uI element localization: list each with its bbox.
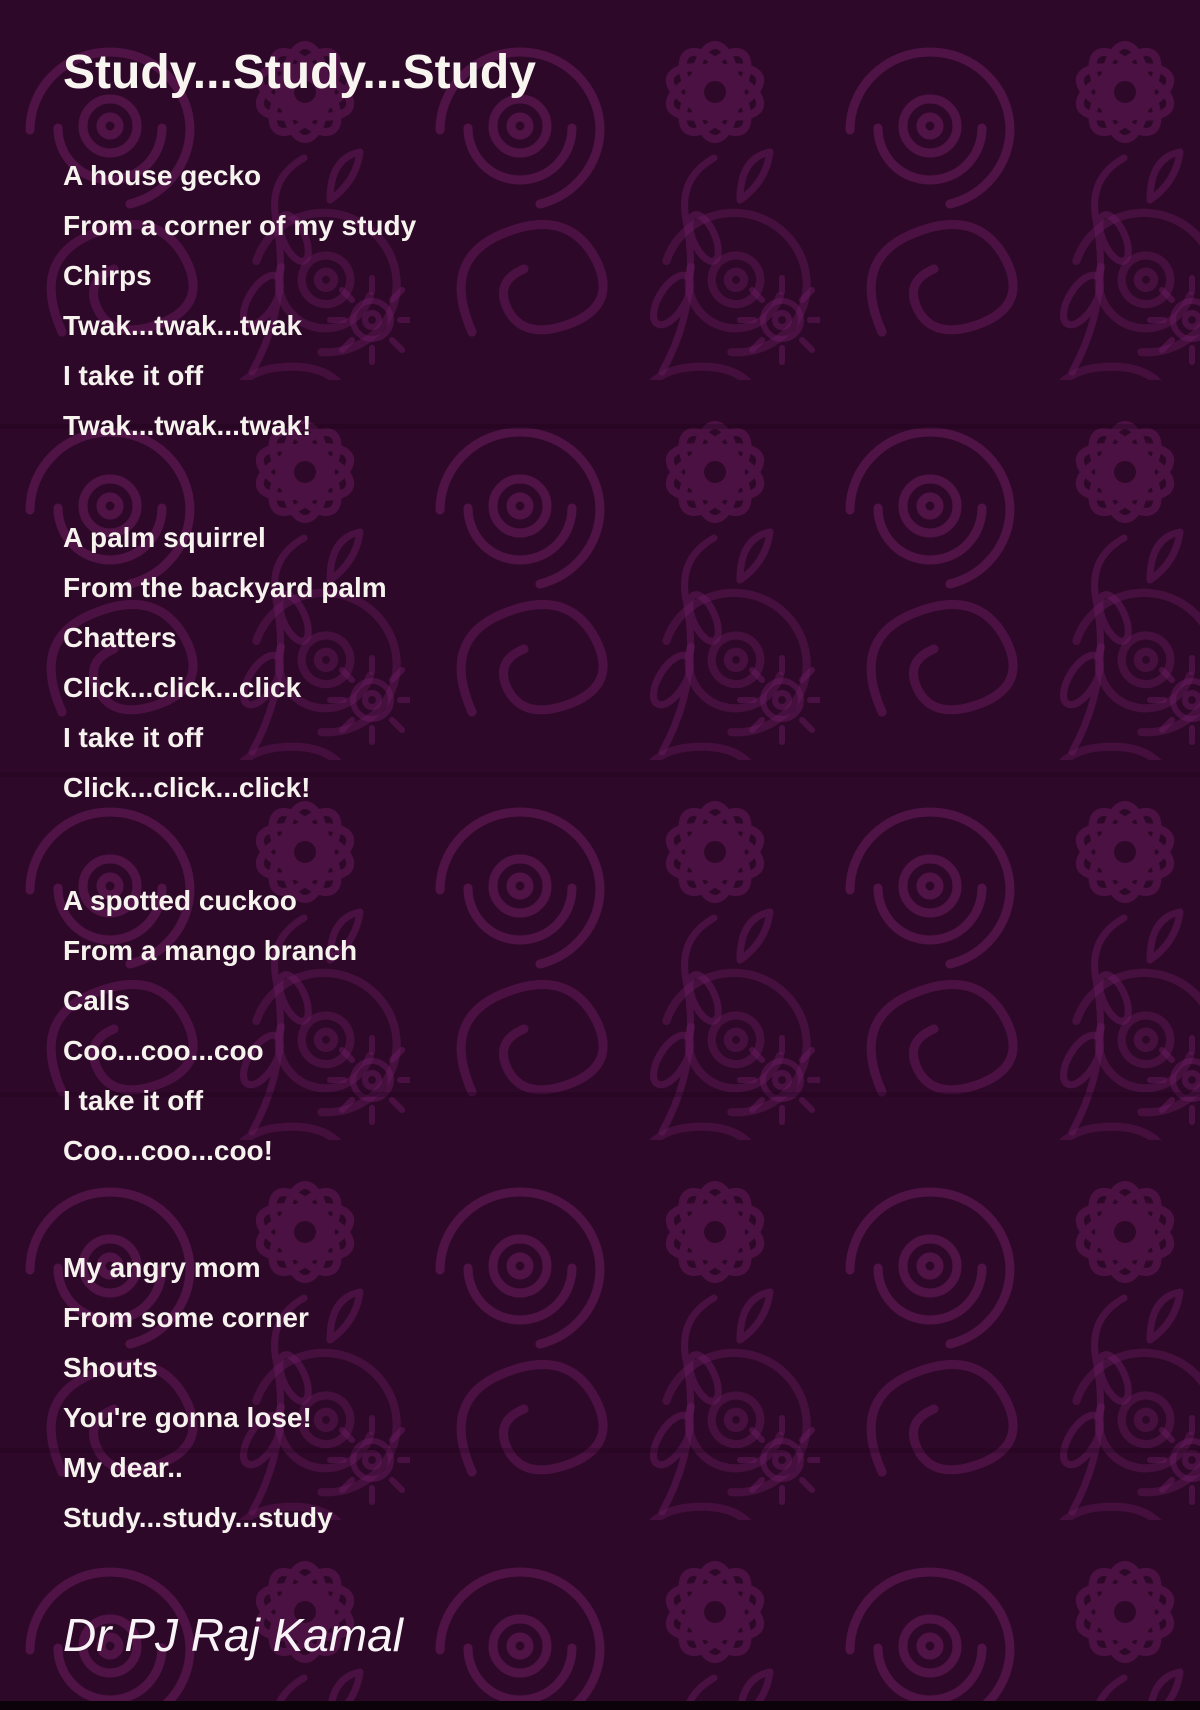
poem-line: I take it off	[63, 360, 204, 391]
poem-stanza-3	[63, 876, 357, 1176]
poem-line: My dear..	[63, 1452, 183, 1483]
poem-line: From a corner of my study	[63, 210, 417, 241]
poem-line: Chatters	[63, 622, 177, 653]
poem-line: Calls	[63, 985, 130, 1016]
poem-line: From the backyard palm	[63, 572, 387, 603]
poem-stanza-1	[63, 151, 416, 451]
poem-stanza-2	[63, 513, 387, 813]
bottom-black-bar	[0, 1701, 1200, 1710]
poem-line: A spotted cuckoo	[63, 885, 297, 916]
poem-line: Shouts	[63, 1352, 158, 1383]
poem-line: From some corner	[63, 1302, 309, 1333]
poem-stanza-4	[63, 1243, 333, 1543]
poem-line: Click...click...click	[63, 672, 302, 703]
poem-line: Study...study...study	[63, 1502, 333, 1533]
poem-line: Chirps	[63, 260, 152, 291]
poem-line: Coo...coo...coo	[63, 1035, 264, 1066]
poem-line: My angry mom	[63, 1252, 261, 1283]
poem-title: Study...Study...Study	[63, 46, 536, 99]
poem-line: Twak...twak...twak!	[63, 410, 312, 441]
poem-line: Click...click...click!	[63, 772, 311, 803]
poem-author: Dr PJ Raj Kamal	[63, 1609, 403, 1661]
poem-line: A house gecko	[63, 160, 262, 191]
poem-line: You're gonna lose!	[63, 1402, 312, 1433]
poem-line: A palm squirrel	[63, 522, 266, 553]
poem-line: Twak...twak...twak	[63, 310, 303, 341]
poem-line: Coo...coo...coo!	[63, 1135, 273, 1166]
poem-line: From a mango branch	[63, 935, 358, 966]
poem-line: I take it off	[63, 722, 204, 753]
poem-line: I take it off	[63, 1085, 204, 1116]
